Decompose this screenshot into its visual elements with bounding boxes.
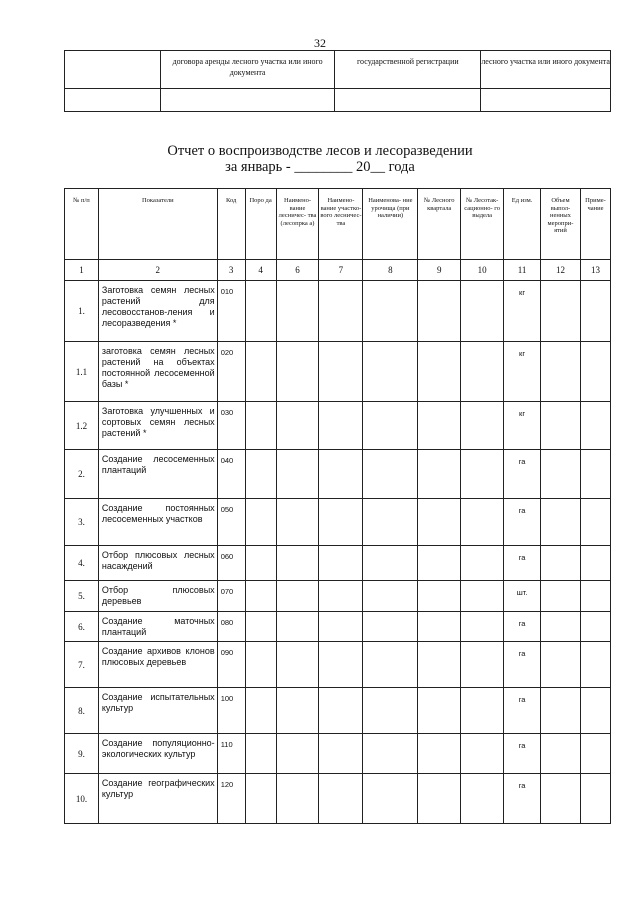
top-table-cell: договора аренды лесного участка или иного документа bbox=[160, 51, 335, 89]
indicator-name: Создание постоянных лесосеменных участков bbox=[98, 499, 217, 546]
indicator-name: Создание архивов клонов плюсовых деревьев bbox=[98, 642, 217, 688]
indicator-name: Создание маточных плантаций bbox=[98, 612, 217, 642]
empty-cell bbox=[461, 499, 504, 546]
unit-cell: га bbox=[504, 642, 541, 688]
empty-cell bbox=[363, 546, 418, 581]
empty-cell bbox=[461, 774, 504, 824]
empty-cell bbox=[541, 612, 581, 642]
column-header: Код bbox=[217, 189, 245, 260]
empty-cell bbox=[276, 734, 319, 774]
empty-cell bbox=[580, 581, 610, 612]
top-continuation-table bbox=[64, 50, 611, 112]
empty-cell bbox=[319, 734, 363, 774]
row-number: 10. bbox=[65, 774, 99, 824]
empty-cell bbox=[363, 774, 418, 824]
table-row bbox=[65, 450, 611, 499]
unit-cell: га bbox=[504, 612, 541, 642]
indicator-code: 020 bbox=[217, 342, 245, 402]
unit-cell: шт. bbox=[504, 581, 541, 612]
empty-cell bbox=[319, 546, 363, 581]
empty-cell bbox=[541, 546, 581, 581]
empty-cell bbox=[461, 581, 504, 612]
empty-cell bbox=[418, 342, 461, 402]
empty-cell bbox=[245, 402, 276, 450]
top-table-header-row bbox=[65, 51, 611, 89]
row-number: 3. bbox=[65, 499, 99, 546]
empty-cell bbox=[418, 642, 461, 688]
indicator-name: Отбор плюсовых лесных насаждений bbox=[98, 546, 217, 581]
column-number: 11 bbox=[504, 260, 541, 281]
unit-cell: кг bbox=[504, 342, 541, 402]
indicator-code: 100 bbox=[217, 688, 245, 734]
empty-cell bbox=[319, 342, 363, 402]
empty-cell bbox=[580, 774, 610, 824]
empty-cell bbox=[245, 499, 276, 546]
row-number: 1. bbox=[65, 281, 99, 342]
row-number: 7. bbox=[65, 642, 99, 688]
empty-cell bbox=[418, 546, 461, 581]
empty-cell bbox=[461, 612, 504, 642]
empty-cell bbox=[276, 450, 319, 499]
empty-cell bbox=[245, 450, 276, 499]
column-number: 1 bbox=[65, 260, 99, 281]
empty-cell bbox=[580, 546, 610, 581]
empty-cell bbox=[418, 499, 461, 546]
empty-cell bbox=[319, 642, 363, 688]
column-header: Приме- чание bbox=[580, 189, 610, 260]
empty-cell bbox=[363, 581, 418, 612]
row-number: 2. bbox=[65, 450, 99, 499]
column-number: 7 bbox=[319, 260, 363, 281]
empty-cell bbox=[363, 402, 418, 450]
empty-cell bbox=[319, 450, 363, 499]
top-table-empty-cell bbox=[65, 89, 161, 112]
empty-cell bbox=[276, 642, 319, 688]
column-header: Наимено- вание участко- вого лесничес- тва bbox=[319, 189, 363, 260]
table-row bbox=[65, 546, 611, 581]
empty-cell bbox=[319, 499, 363, 546]
report-table bbox=[64, 188, 611, 824]
empty-cell bbox=[418, 688, 461, 734]
empty-cell bbox=[245, 281, 276, 342]
empty-cell bbox=[319, 774, 363, 824]
row-number: 4. bbox=[65, 546, 99, 581]
empty-cell bbox=[363, 642, 418, 688]
empty-cell bbox=[245, 342, 276, 402]
empty-cell bbox=[541, 581, 581, 612]
top-table-cell bbox=[65, 51, 161, 89]
indicator-name: Создание испытательных культур bbox=[98, 688, 217, 734]
top-table-cell: государственной регистрации bbox=[335, 51, 481, 89]
empty-cell bbox=[461, 281, 504, 342]
empty-cell bbox=[319, 688, 363, 734]
empty-cell bbox=[580, 688, 610, 734]
empty-cell bbox=[541, 450, 581, 499]
row-number: 6. bbox=[65, 612, 99, 642]
table-row bbox=[65, 342, 611, 402]
empty-cell bbox=[418, 581, 461, 612]
empty-cell bbox=[276, 342, 319, 402]
indicator-name: Создание популяционно-экологических культур bbox=[98, 734, 217, 774]
indicator-name: Создание лесосеменных плантаций bbox=[98, 450, 217, 499]
empty-cell bbox=[580, 402, 610, 450]
empty-cell bbox=[319, 281, 363, 342]
empty-cell bbox=[461, 642, 504, 688]
top-table-empty-cell bbox=[335, 89, 481, 112]
indicator-code: 050 bbox=[217, 499, 245, 546]
empty-cell bbox=[276, 581, 319, 612]
empty-cell bbox=[245, 734, 276, 774]
empty-cell bbox=[363, 450, 418, 499]
report-title-line: Отчет о воспроизводстве лесов и лесоразведении bbox=[167, 143, 473, 159]
empty-cell bbox=[461, 402, 504, 450]
column-number: 12 bbox=[541, 260, 581, 281]
column-header: № п/п bbox=[65, 189, 99, 260]
empty-cell bbox=[541, 281, 581, 342]
row-number: 5. bbox=[65, 581, 99, 612]
column-number: 13 bbox=[580, 260, 610, 281]
top-table-empty-cell bbox=[160, 89, 335, 112]
table-row bbox=[65, 402, 611, 450]
empty-cell bbox=[461, 734, 504, 774]
column-number: 2 bbox=[98, 260, 217, 281]
indicator-code: 030 bbox=[217, 402, 245, 450]
empty-cell bbox=[245, 688, 276, 734]
indicator-code: 120 bbox=[217, 774, 245, 824]
indicator-name: Заготовка семян лесных растений для лесовосстанов-ления и лесоразведения * bbox=[98, 281, 217, 342]
table-row bbox=[65, 774, 611, 824]
empty-cell bbox=[541, 402, 581, 450]
empty-cell bbox=[580, 642, 610, 688]
unit-cell: кг bbox=[504, 281, 541, 342]
column-header: Объем выпол- ненных меропри- ятий bbox=[541, 189, 581, 260]
column-header: № Лесного квартала bbox=[418, 189, 461, 260]
empty-cell bbox=[580, 499, 610, 546]
empty-cell bbox=[461, 688, 504, 734]
column-header: Поро да bbox=[245, 189, 276, 260]
indicator-name: Отбор плюсовых деревьев bbox=[98, 581, 217, 612]
top-table-empty-cell bbox=[481, 89, 611, 112]
empty-cell bbox=[276, 612, 319, 642]
empty-cell bbox=[276, 281, 319, 342]
empty-cell bbox=[580, 281, 610, 342]
column-number: 8 bbox=[363, 260, 418, 281]
column-header-row bbox=[65, 189, 611, 260]
column-header: Показатели bbox=[98, 189, 217, 260]
column-number: 9 bbox=[418, 260, 461, 281]
column-header: Наименова- ние урочища (при наличии) bbox=[363, 189, 418, 260]
unit-cell: га bbox=[504, 734, 541, 774]
indicator-code: 080 bbox=[217, 612, 245, 642]
empty-cell bbox=[541, 499, 581, 546]
row-number: 8. bbox=[65, 688, 99, 734]
empty-cell bbox=[461, 342, 504, 402]
column-number: 4 bbox=[245, 260, 276, 281]
empty-cell bbox=[245, 581, 276, 612]
empty-cell bbox=[245, 642, 276, 688]
empty-cell bbox=[541, 734, 581, 774]
indicator-code: 070 bbox=[217, 581, 245, 612]
table-row bbox=[65, 612, 611, 642]
table-row bbox=[65, 281, 611, 342]
page-number: 32 bbox=[314, 36, 326, 50]
empty-cell bbox=[418, 281, 461, 342]
row-number: 1.2 bbox=[65, 402, 99, 450]
indicator-name: Создание географических культур bbox=[98, 774, 217, 824]
empty-cell bbox=[580, 734, 610, 774]
empty-cell bbox=[580, 450, 610, 499]
table-row bbox=[65, 688, 611, 734]
column-number: 10 bbox=[461, 260, 504, 281]
report-table-body bbox=[65, 281, 611, 824]
unit-cell: га bbox=[504, 688, 541, 734]
top-table-empty-row bbox=[65, 89, 611, 112]
column-header: Наимено- вание лесничес- тва (лесопрка а) bbox=[276, 189, 319, 260]
empty-cell bbox=[461, 450, 504, 499]
column-header: № Лесотак- сационно- го выдела bbox=[461, 189, 504, 260]
empty-cell bbox=[418, 612, 461, 642]
report-period-line: за январь - ________ 20__ года bbox=[225, 159, 415, 175]
indicator-name: заготовка семян лесных растений на объектах постоянной лесосеменной базы * bbox=[98, 342, 217, 402]
indicator-code: 040 bbox=[217, 450, 245, 499]
empty-cell bbox=[319, 581, 363, 612]
table-row bbox=[65, 642, 611, 688]
empty-cell bbox=[276, 499, 319, 546]
empty-cell bbox=[363, 281, 418, 342]
empty-cell bbox=[319, 612, 363, 642]
table-row bbox=[65, 499, 611, 546]
empty-cell bbox=[245, 546, 276, 581]
unit-cell: га bbox=[504, 774, 541, 824]
column-number: 3 bbox=[217, 260, 245, 281]
empty-cell bbox=[580, 612, 610, 642]
row-number: 9. bbox=[65, 734, 99, 774]
column-number: 6 bbox=[276, 260, 319, 281]
top-table-cell: лесного участка или иного документа bbox=[481, 51, 611, 89]
unit-cell: га bbox=[504, 546, 541, 581]
empty-cell bbox=[580, 342, 610, 402]
empty-cell bbox=[245, 612, 276, 642]
report-title bbox=[0, 143, 640, 175]
indicator-name: Заготовка улучшенных и сортовых семян лесных растений * bbox=[98, 402, 217, 450]
empty-cell bbox=[541, 774, 581, 824]
table-row bbox=[65, 581, 611, 612]
unit-cell: кг bbox=[504, 402, 541, 450]
empty-cell bbox=[363, 688, 418, 734]
empty-cell bbox=[276, 402, 319, 450]
empty-cell bbox=[418, 734, 461, 774]
column-header: Ед изм. bbox=[504, 189, 541, 260]
row-number: 1.1 bbox=[65, 342, 99, 402]
empty-cell bbox=[319, 402, 363, 450]
empty-cell bbox=[363, 342, 418, 402]
empty-cell bbox=[461, 546, 504, 581]
indicator-code: 010 bbox=[217, 281, 245, 342]
empty-cell bbox=[541, 342, 581, 402]
indicator-code: 060 bbox=[217, 546, 245, 581]
empty-cell bbox=[418, 450, 461, 499]
empty-cell bbox=[363, 499, 418, 546]
indicator-code: 090 bbox=[217, 642, 245, 688]
table-row bbox=[65, 734, 611, 774]
empty-cell bbox=[541, 688, 581, 734]
unit-cell: га bbox=[504, 450, 541, 499]
unit-cell: га bbox=[504, 499, 541, 546]
empty-cell bbox=[418, 774, 461, 824]
indicator-code: 110 bbox=[217, 734, 245, 774]
empty-cell bbox=[276, 688, 319, 734]
column-number-row bbox=[65, 260, 611, 281]
empty-cell bbox=[418, 402, 461, 450]
empty-cell bbox=[245, 774, 276, 824]
empty-cell bbox=[363, 612, 418, 642]
empty-cell bbox=[363, 734, 418, 774]
empty-cell bbox=[541, 642, 581, 688]
empty-cell bbox=[276, 546, 319, 581]
empty-cell bbox=[276, 774, 319, 824]
